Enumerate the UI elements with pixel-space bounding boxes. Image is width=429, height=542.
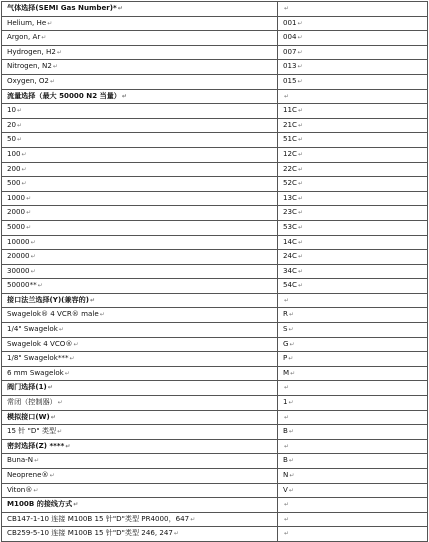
return-mark-icon: ↵ bbox=[297, 136, 304, 144]
cell-text: Swagelok 4 VCO® bbox=[7, 338, 73, 348]
cell-text: 20 bbox=[7, 119, 17, 129]
option-code bbox=[278, 177, 428, 192]
cell-text: 500 bbox=[7, 178, 21, 188]
option-code bbox=[278, 469, 428, 484]
cell-text: G bbox=[283, 338, 289, 348]
cell-text: 12C bbox=[283, 148, 297, 158]
cell-text: 15 针 "D" 类型 bbox=[7, 426, 57, 436]
return-mark-icon: ↵ bbox=[190, 515, 196, 523]
table-row bbox=[2, 133, 428, 148]
option-label bbox=[2, 206, 278, 221]
option-code bbox=[278, 118, 428, 133]
option-code bbox=[278, 264, 428, 279]
cell-text: 阀门选择(1) bbox=[7, 382, 47, 392]
table-row bbox=[2, 191, 428, 206]
return-mark-icon: ↵ bbox=[173, 530, 179, 538]
return-mark-icon: ↵ bbox=[297, 19, 303, 27]
cell-text: 23C bbox=[283, 207, 297, 217]
table-row bbox=[2, 352, 428, 367]
option-label bbox=[2, 250, 278, 265]
return-mark-icon: ↵ bbox=[30, 238, 36, 246]
cell-text: 54C bbox=[283, 280, 297, 290]
return-mark-icon: ↵ bbox=[47, 384, 53, 392]
return-mark-icon: ↵ bbox=[73, 340, 79, 348]
cell-text: 24C bbox=[283, 251, 297, 261]
return-mark-icon: ↵ bbox=[284, 530, 290, 538]
cell-text: 14C bbox=[283, 236, 297, 246]
table-row bbox=[2, 308, 428, 323]
option-label bbox=[2, 279, 278, 294]
option-label bbox=[2, 483, 278, 498]
cell-text: 007 bbox=[283, 46, 297, 56]
return-mark-icon: ↵ bbox=[288, 355, 294, 363]
cell-text: 200 bbox=[7, 163, 21, 173]
option-code bbox=[278, 439, 428, 454]
option-label bbox=[2, 264, 278, 279]
cell-text: 004 bbox=[283, 32, 297, 42]
return-mark-icon: ↵ bbox=[284, 5, 290, 12]
cell-text: 51C bbox=[283, 134, 297, 144]
table-row bbox=[2, 235, 428, 250]
return-mark-icon: ↵ bbox=[73, 501, 79, 509]
return-mark-icon: ↵ bbox=[69, 355, 75, 363]
cell-text: 1/8" Swagelok*** bbox=[7, 353, 69, 363]
cell-text: 50 bbox=[7, 134, 17, 144]
section-title bbox=[2, 439, 278, 454]
section-title bbox=[2, 381, 278, 396]
return-mark-icon: ↵ bbox=[289, 472, 295, 479]
return-mark-icon: ↵ bbox=[284, 384, 290, 392]
cell-text: 52C bbox=[283, 178, 297, 188]
option-code bbox=[278, 396, 428, 411]
option-code bbox=[278, 220, 428, 235]
option-label bbox=[2, 469, 278, 484]
cell-text: 模拟接口(W) bbox=[7, 411, 50, 421]
cell-text: Argon, Ar bbox=[7, 32, 41, 42]
cell-text: 34C bbox=[283, 265, 297, 275]
return-mark-icon: ↵ bbox=[290, 369, 296, 377]
return-mark-icon: ↵ bbox=[297, 48, 303, 56]
option-code bbox=[278, 206, 428, 221]
option-code bbox=[278, 527, 428, 542]
cell-text: Buna-N bbox=[7, 455, 34, 465]
cell-text: 流量选择（最大 50000 N2 当量） bbox=[7, 90, 121, 100]
option-label bbox=[2, 133, 278, 148]
return-mark-icon: ↵ bbox=[288, 399, 294, 407]
option-code bbox=[278, 352, 428, 367]
table-row bbox=[2, 206, 428, 221]
table-row bbox=[2, 366, 428, 381]
cell-text: 20000 bbox=[7, 251, 30, 261]
return-mark-icon: ↵ bbox=[56, 48, 62, 56]
option-label bbox=[2, 527, 278, 542]
cell-text: 21C bbox=[283, 119, 297, 129]
section-header-row bbox=[2, 2, 428, 17]
cell-text: 22C bbox=[283, 163, 297, 173]
cell-text: 10000 bbox=[7, 236, 30, 246]
return-mark-icon: ↵ bbox=[26, 223, 32, 231]
return-mark-icon: ↵ bbox=[17, 136, 23, 144]
cell-text: 1 bbox=[283, 397, 288, 407]
return-mark-icon: ↵ bbox=[284, 92, 290, 100]
option-code bbox=[278, 31, 428, 46]
option-label bbox=[2, 323, 278, 338]
section-header-row bbox=[2, 498, 428, 513]
table-row bbox=[2, 425, 428, 440]
option-label bbox=[2, 162, 278, 177]
cell-text: 50000** bbox=[7, 280, 37, 290]
return-mark-icon: ↵ bbox=[297, 209, 304, 217]
return-mark-icon: ↵ bbox=[284, 515, 290, 523]
option-code bbox=[278, 381, 428, 396]
option-label bbox=[2, 45, 278, 60]
return-mark-icon: ↵ bbox=[64, 369, 70, 377]
section-header-row bbox=[2, 89, 428, 104]
cell-text: 5000 bbox=[7, 221, 26, 231]
table-row bbox=[2, 220, 428, 235]
return-mark-icon: ↵ bbox=[297, 165, 304, 173]
cell-text: 013 bbox=[283, 61, 297, 71]
table-row bbox=[2, 512, 428, 527]
option-code bbox=[278, 162, 428, 177]
cell-text: 015 bbox=[283, 75, 297, 85]
table-row bbox=[2, 60, 428, 75]
return-mark-icon: ↵ bbox=[21, 165, 27, 173]
return-mark-icon: ↵ bbox=[288, 486, 294, 494]
cell-text: 001 bbox=[283, 17, 297, 27]
table-row bbox=[2, 337, 428, 352]
section-header-row bbox=[2, 381, 428, 396]
return-mark-icon: ↵ bbox=[297, 267, 304, 275]
option-code bbox=[278, 235, 428, 250]
return-mark-icon: ↵ bbox=[289, 340, 295, 348]
cell-text: CB147-1-10 连接 M100B 15 针"D"类型 PR4000，647 bbox=[7, 513, 190, 523]
ordering-code-table bbox=[1, 1, 428, 542]
cell-text: 1/4" Swagelok bbox=[7, 324, 58, 334]
table-row bbox=[2, 104, 428, 119]
table-row bbox=[2, 16, 428, 31]
option-code bbox=[278, 308, 428, 323]
return-mark-icon: ↵ bbox=[49, 472, 55, 479]
spec-sheet bbox=[1, 1, 427, 542]
table-row bbox=[2, 45, 428, 60]
cell-text: 密封选择(Z) **** bbox=[7, 440, 65, 450]
cell-text: Oxygen, O2 bbox=[7, 75, 49, 85]
option-label bbox=[2, 366, 278, 381]
return-mark-icon: ↵ bbox=[288, 428, 294, 436]
cell-text: B bbox=[283, 455, 288, 465]
option-code bbox=[278, 512, 428, 527]
option-label bbox=[2, 235, 278, 250]
return-mark-icon: ↵ bbox=[288, 311, 294, 319]
option-label bbox=[2, 31, 278, 46]
return-mark-icon: ↵ bbox=[41, 34, 47, 42]
return-mark-icon: ↵ bbox=[30, 267, 36, 275]
return-mark-icon: ↵ bbox=[17, 121, 23, 129]
return-mark-icon: ↵ bbox=[297, 223, 304, 231]
table-row bbox=[2, 147, 428, 162]
return-mark-icon: ↵ bbox=[65, 442, 71, 450]
return-mark-icon: ↵ bbox=[37, 282, 43, 290]
cell-text: 接口法兰选择(Y)(兼容的) bbox=[7, 294, 89, 304]
option-label bbox=[2, 308, 278, 323]
cell-text: Neoprene® bbox=[7, 470, 49, 479]
return-mark-icon: ↵ bbox=[297, 121, 304, 129]
return-mark-icon: ↵ bbox=[121, 92, 127, 100]
option-code bbox=[278, 45, 428, 60]
option-label bbox=[2, 191, 278, 206]
cell-text: V bbox=[283, 484, 288, 494]
option-label bbox=[2, 177, 278, 192]
table-row bbox=[2, 118, 428, 133]
option-code bbox=[278, 498, 428, 513]
cell-text: 30000 bbox=[7, 265, 30, 275]
cell-text: 10 bbox=[7, 105, 17, 115]
table-row bbox=[2, 74, 428, 89]
table-row bbox=[2, 527, 428, 542]
return-mark-icon: ↵ bbox=[284, 413, 290, 421]
section-header-row bbox=[2, 410, 428, 425]
option-code bbox=[278, 366, 428, 381]
return-mark-icon: ↵ bbox=[284, 296, 290, 304]
table-row bbox=[2, 469, 428, 484]
option-code bbox=[278, 104, 428, 119]
section-title bbox=[2, 293, 278, 308]
return-mark-icon: ↵ bbox=[89, 296, 95, 304]
cell-text: B bbox=[283, 426, 288, 436]
option-code bbox=[278, 133, 428, 148]
return-mark-icon: ↵ bbox=[297, 194, 304, 202]
return-mark-icon: ↵ bbox=[21, 180, 27, 188]
return-mark-icon: ↵ bbox=[288, 457, 294, 465]
option-code bbox=[278, 147, 428, 162]
return-mark-icon: ↵ bbox=[99, 311, 105, 319]
return-mark-icon: ↵ bbox=[26, 194, 32, 202]
section-title bbox=[2, 89, 278, 104]
option-code bbox=[278, 454, 428, 469]
cell-text: Viton® bbox=[7, 484, 33, 494]
table-row bbox=[2, 323, 428, 338]
option-label bbox=[2, 147, 278, 162]
return-mark-icon: ↵ bbox=[33, 486, 39, 494]
option-label bbox=[2, 118, 278, 133]
cell-text: M100B 的接线方式 bbox=[7, 499, 73, 509]
option-code bbox=[278, 89, 428, 104]
table-row bbox=[2, 177, 428, 192]
option-label bbox=[2, 74, 278, 89]
return-mark-icon: ↵ bbox=[26, 209, 32, 217]
table-row bbox=[2, 279, 428, 294]
cell-text: Hydrogen, H2 bbox=[7, 46, 56, 56]
option-label bbox=[2, 60, 278, 75]
return-mark-icon: ↵ bbox=[297, 150, 304, 158]
ordering-code-table-body bbox=[2, 2, 428, 542]
table-row bbox=[2, 250, 428, 265]
return-mark-icon: ↵ bbox=[30, 253, 36, 261]
section-header-row bbox=[2, 439, 428, 454]
table-row bbox=[2, 31, 428, 46]
option-label bbox=[2, 352, 278, 367]
cell-text: 100 bbox=[7, 148, 21, 158]
return-mark-icon: ↵ bbox=[57, 428, 63, 436]
section-title bbox=[2, 2, 278, 17]
return-mark-icon: ↵ bbox=[297, 282, 304, 290]
cell-text: Helium, He bbox=[7, 17, 47, 27]
cell-text: 13C bbox=[283, 192, 297, 202]
cell-text: M bbox=[283, 367, 290, 377]
option-label bbox=[2, 396, 278, 411]
return-mark-icon: ↵ bbox=[297, 77, 303, 85]
cell-text: R bbox=[283, 309, 288, 319]
section-header-row bbox=[2, 293, 428, 308]
option-code bbox=[278, 483, 428, 498]
return-mark-icon: ↵ bbox=[297, 180, 304, 188]
cell-text: CB259-5-10 连接 M100B 15 针"D"类型 246, 247 bbox=[7, 528, 173, 538]
table-row bbox=[2, 162, 428, 177]
cell-text: P bbox=[283, 353, 288, 363]
option-label bbox=[2, 454, 278, 469]
cell-text: 常闭（控制器） bbox=[7, 397, 57, 407]
return-mark-icon: ↵ bbox=[297, 107, 304, 115]
option-code bbox=[278, 337, 428, 352]
option-label bbox=[2, 425, 278, 440]
cell-text: 2000 bbox=[7, 207, 26, 217]
option-code bbox=[278, 410, 428, 425]
table-row bbox=[2, 483, 428, 498]
option-label bbox=[2, 337, 278, 352]
option-label bbox=[2, 104, 278, 119]
return-mark-icon: ↵ bbox=[284, 442, 290, 450]
return-mark-icon: ↵ bbox=[21, 150, 27, 158]
return-mark-icon: ↵ bbox=[49, 77, 55, 85]
option-code bbox=[278, 16, 428, 31]
option-code bbox=[278, 2, 428, 17]
cell-text: 53C bbox=[283, 221, 297, 231]
cell-text: 1000 bbox=[7, 192, 26, 202]
return-mark-icon: ↵ bbox=[117, 5, 123, 12]
return-mark-icon: ↵ bbox=[288, 326, 294, 334]
return-mark-icon: ↵ bbox=[58, 326, 64, 334]
option-code bbox=[278, 191, 428, 206]
cell-text: Swagelok® 4 VCR® male bbox=[7, 309, 99, 319]
cell-text: 11C bbox=[283, 105, 297, 115]
section-title bbox=[2, 498, 278, 513]
return-mark-icon: ↵ bbox=[50, 413, 56, 421]
option-code bbox=[278, 323, 428, 338]
return-mark-icon: ↵ bbox=[284, 501, 290, 509]
option-code bbox=[278, 74, 428, 89]
option-code bbox=[278, 425, 428, 440]
option-label bbox=[2, 16, 278, 31]
option-label bbox=[2, 512, 278, 527]
option-code bbox=[278, 60, 428, 75]
table-row bbox=[2, 396, 428, 411]
cell-text: S bbox=[283, 324, 288, 334]
cell-text: Nitrogen, N2 bbox=[7, 61, 52, 71]
return-mark-icon: ↵ bbox=[297, 63, 303, 71]
section-title bbox=[2, 410, 278, 425]
cell-text: 气体选择(SEMI Gas Number)* bbox=[7, 3, 117, 12]
table-row bbox=[2, 264, 428, 279]
return-mark-icon: ↵ bbox=[297, 253, 304, 261]
table-row bbox=[2, 454, 428, 469]
option-code bbox=[278, 293, 428, 308]
return-mark-icon: ↵ bbox=[57, 399, 63, 407]
cell-text: N bbox=[283, 470, 289, 479]
cell-text: 6 mm Swagelok bbox=[7, 367, 64, 377]
return-mark-icon: ↵ bbox=[34, 457, 40, 465]
option-code bbox=[278, 250, 428, 265]
return-mark-icon: ↵ bbox=[297, 34, 303, 42]
return-mark-icon: ↵ bbox=[47, 19, 53, 27]
option-code bbox=[278, 279, 428, 294]
return-mark-icon: ↵ bbox=[297, 238, 304, 246]
option-label bbox=[2, 220, 278, 235]
return-mark-icon: ↵ bbox=[17, 107, 23, 115]
return-mark-icon: ↵ bbox=[52, 63, 58, 71]
